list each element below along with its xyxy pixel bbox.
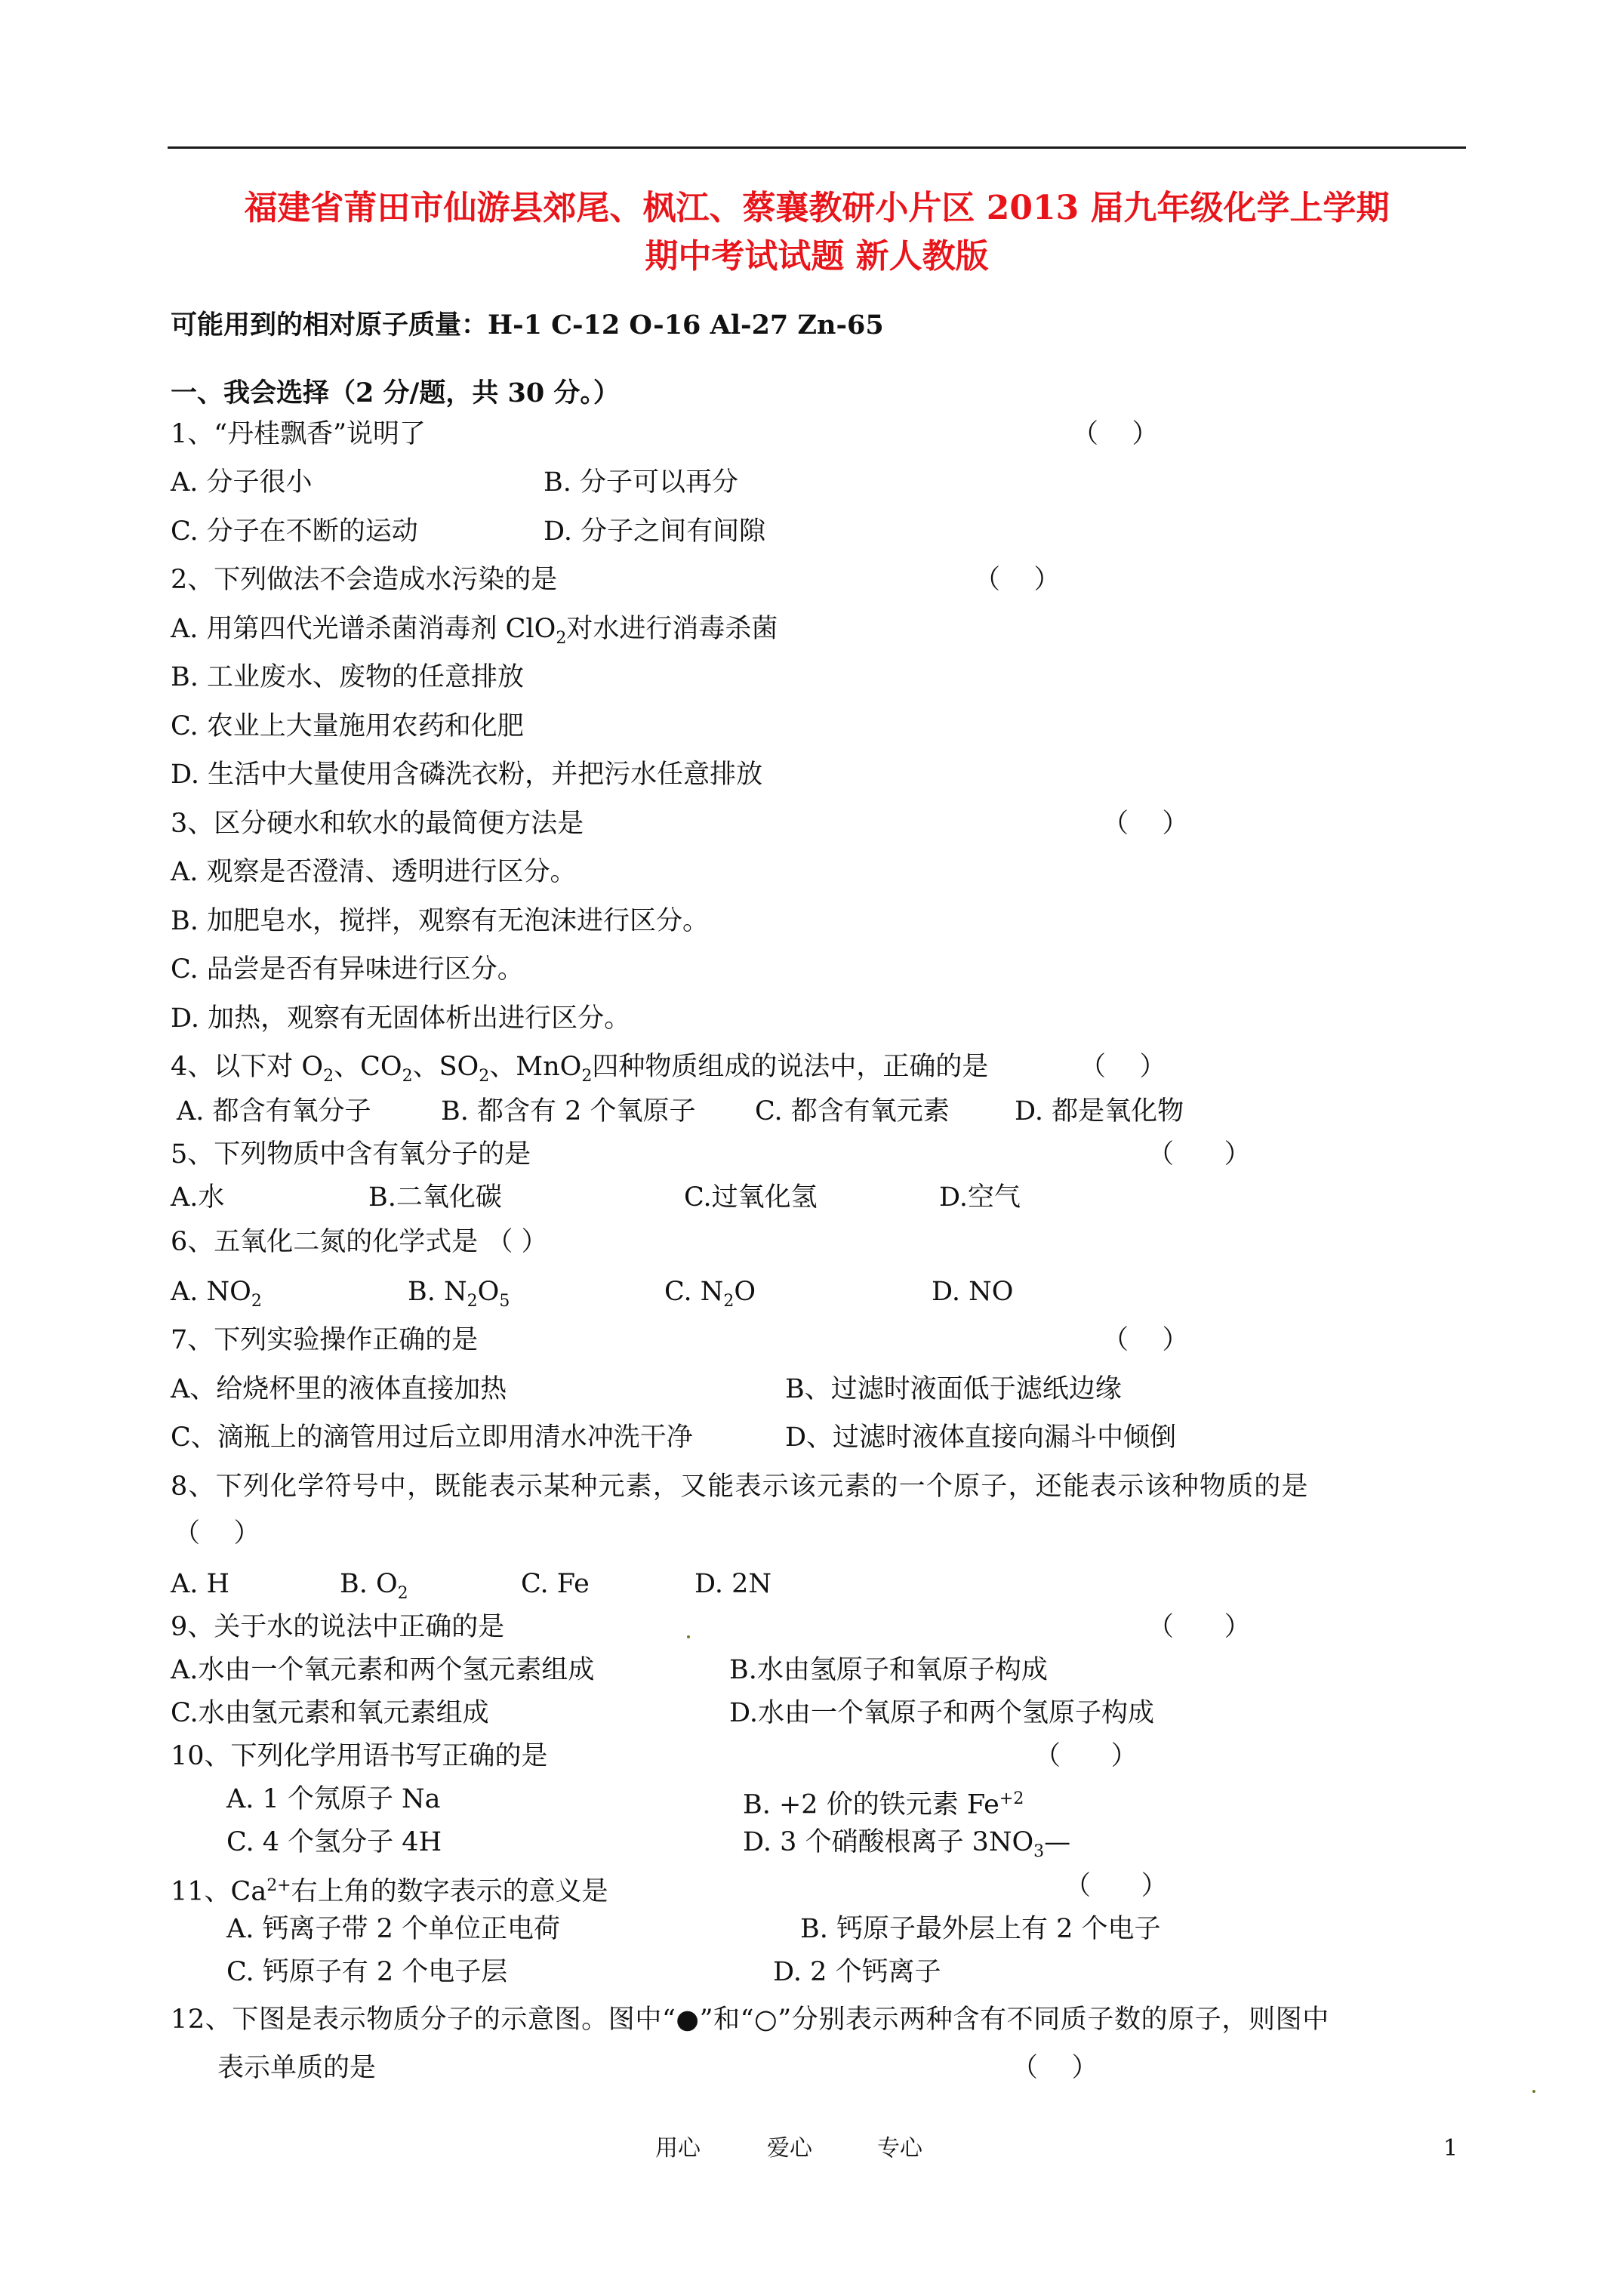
option-6c: C. $N_2O$ <box>664 1277 756 1311</box>
option-8b: B. $O_2$ <box>340 1569 408 1603</box>
stray-dot <box>1532 2090 1535 2093</box>
option-11a: A. 钙离子带 2 个单位正电荷 <box>226 1914 561 1944</box>
option-8a: A. H <box>171 1569 230 1599</box>
option-5a: A.水 <box>171 1182 225 1213</box>
question-12-stem-cont: 表示单质的是 <box>217 2053 377 2083</box>
option-8d: D. 2N <box>694 1569 771 1599</box>
exam-title-line-2: 期中考试试题 新人教版 <box>645 237 989 276</box>
option-7d: D、过滤时液体直接向漏斗中倾倒 <box>785 1422 1177 1453</box>
answer-paren-5: （ ） <box>1147 1139 1251 1170</box>
option-10d: D. 3 个硝酸根离子 $3NO_3—$ <box>743 1827 1071 1861</box>
option-11d: D. 2 个钙离子 <box>773 1957 941 1987</box>
answer-paren-10: （ ） <box>1034 1741 1138 1771</box>
option-9c: C.水由氢元素和氧元素组成 <box>171 1698 489 1728</box>
option-9d: D.水由一个氧原子和两个氢原子构成 <box>729 1698 1154 1728</box>
option-4a: A. 都含有氧分子 <box>177 1096 371 1126</box>
option-9b: B.水由氢原子和氧原子构成 <box>729 1655 1048 1685</box>
option-7b: B、过滤时液面低于滤纸边缘 <box>785 1374 1122 1404</box>
answer-paren-12: （ ） <box>1012 2053 1098 2083</box>
option-11b: B. 钙原子最外层上有 2 个电子 <box>800 1914 1161 1944</box>
answer-paren-2: （ ） <box>974 565 1061 595</box>
question-5-stem: 5、下列物质中含有氧分子的是 <box>171 1139 531 1170</box>
option-4d: D. 都是氧化物 <box>1015 1096 1184 1126</box>
stray-dot <box>687 1635 690 1638</box>
option-3b: B. 加肥皂水，搅拌，观察有无泡沫进行区分。 <box>171 906 709 936</box>
option-2a: A. 用第四代光谱杀菌消毒剂 ClO$_2$对水进行消毒杀菌 <box>171 614 778 648</box>
option-6a: A. $NO_2$ <box>171 1277 262 1311</box>
question-3-stem: 3、区分硬水和软水的最简便方法是 <box>171 809 584 839</box>
option-2c: C. 农业上大量施用农药和化肥 <box>171 711 524 741</box>
footer-motto-1: 用心 <box>655 2135 701 2162</box>
option-3c: C. 品尝是否有异味进行区分。 <box>171 954 524 985</box>
option-6d: D. NO <box>932 1277 1014 1307</box>
option-10c: C. 4 个氢分子 4H <box>226 1827 442 1857</box>
option-7a: A、给烧杯里的液体直接加热 <box>171 1374 507 1404</box>
question-9-stem: 9、关于水的说法中正确的是 <box>171 1612 505 1642</box>
option-4c: C. 都含有氧元素 <box>755 1096 950 1126</box>
footer-motto-2: 爱心 <box>767 2135 812 2162</box>
option-3d: D. 加热，观察有无固体析出进行区分。 <box>171 1003 631 1034</box>
section-heading: 一、我会选择（2 分/题，共 30 分。） <box>171 378 620 408</box>
option-1d: D. 分子之间有间隙 <box>544 516 766 547</box>
option-10a: A. 1 个氖原子 Na <box>226 1784 441 1814</box>
footer-motto-3: 专心 <box>877 2135 922 2162</box>
answer-paren-9: （ ） <box>1147 1612 1251 1642</box>
option-1b: B. 分子可以再分 <box>544 467 738 498</box>
option-3a: A. 观察是否澄清、透明进行区分。 <box>171 857 577 887</box>
option-1a: A. 分子很小 <box>171 467 313 498</box>
option-4b: B. 都含有 2 个氧原子 <box>441 1096 696 1126</box>
option-6b: B. $N_2O_5$ <box>408 1277 510 1311</box>
question-7-stem: 7、下列实验操作正确的是 <box>171 1325 479 1355</box>
option-5b: B.二氧化碳 <box>368 1182 502 1213</box>
option-7c: C、滴瓶上的滴管用过后立即用清水冲洗干净 <box>171 1422 693 1453</box>
answer-paren-11: （ ） <box>1064 1871 1168 1901</box>
option-1c: C. 分子在不断的运动 <box>171 516 418 547</box>
option-2b: B. 工业废水、废物的任意排放 <box>171 662 524 692</box>
answer-paren-7: （ ） <box>1102 1325 1189 1355</box>
question-1-stem: 1、“丹桂飘香”说明了 <box>171 419 427 449</box>
page-number: 1 <box>1443 2135 1458 2162</box>
option-11c: C. 钙原子有 2 个电子层 <box>226 1957 508 1987</box>
answer-paren-8: （ ） <box>174 1518 260 1549</box>
option-8c: C. Fe <box>521 1569 590 1599</box>
header-rule <box>168 146 1466 149</box>
option-5d: D.空气 <box>939 1182 1021 1213</box>
question-12-stem: 12、下图是表示物质分子的示意图。图中“●”和“○”分别表示两种含有不同质子数的原子，则图中 <box>171 2005 1329 2035</box>
atomic-mass-line: 可能用到的相对原子质量：H-1 C-12 O-16 Al-27 Zn-65 <box>171 310 884 341</box>
answer-paren-3: （ ） <box>1102 809 1189 839</box>
answer-paren-4: （ ） <box>1079 1052 1166 1082</box>
question-2-stem: 2、下列做法不会造成水污染的是 <box>171 565 558 595</box>
answer-paren-1: （ ） <box>1072 419 1159 449</box>
question-6-stem: 6、五氧化二氮的化学式是 （ ） <box>171 1227 548 1257</box>
exam-title-line-1: 福建省莆田市仙游县郊尾、枫江、蔡襄教研小片区 2013 届九年级化学上学期 <box>244 189 1390 227</box>
option-9a: A.水由一个氧元素和两个氢元素组成 <box>171 1655 595 1685</box>
question-10-stem: 10、下列化学用语书写正确的是 <box>171 1741 548 1771</box>
option-2d: D. 生活中大量使用含磷洗衣粉，并把污水任意排放 <box>171 760 763 790</box>
option-10b: B. +2 价的铁元素 $Fe^{+2}$ <box>743 1789 1024 1820</box>
question-4-stem: 4、以下对 $O_2$、$CO_2$、$SO_2$、MnO$_2$四种物质组成的说法中，正确的是 <box>171 1052 989 1086</box>
question-11-stem: 11、$Ca^{2+}$右上角的数字表示的意义是 <box>171 1876 608 1907</box>
option-5c: C.过氧化氢 <box>684 1182 818 1213</box>
question-8-stem: 8、下列化学符号中，既能表示某种元素，又能表示该元素的一个原子，还能表示该种物质的是 <box>171 1472 1309 1502</box>
